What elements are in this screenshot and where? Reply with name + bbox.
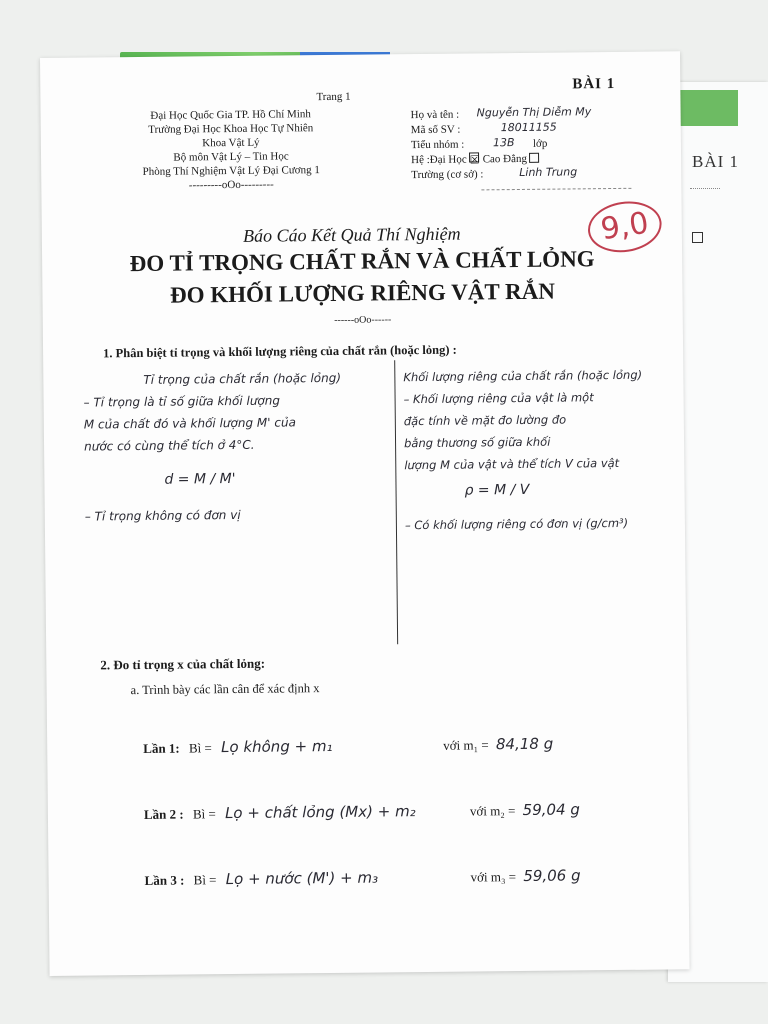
university-line: Khoa Vật Lý [202, 136, 260, 150]
university-line: Đại Học Quốc Gia TP. Hồ Chí Minh [150, 108, 311, 122]
handwritten-line: M của chất đó và khối lượng M' của [83, 415, 296, 432]
background-sheet-lesson: BÀI 1 [692, 152, 740, 171]
name-label: Họ và tên : [410, 108, 460, 122]
university-ornament: ---------oOo--------- [188, 178, 274, 192]
mass-value: 59,04 g [522, 800, 580, 819]
tare-label: Bì = [188, 740, 212, 756]
section-2a-heading: a. Trình bày các lần cân để xác định x [130, 681, 320, 698]
mass-value: 84,18 g [495, 734, 554, 754]
mass-value: 59,06 g [523, 866, 581, 885]
college-label: Cao Đẳng [482, 152, 528, 166]
handwritten-line: – Khối lượng riêng của vật là một [403, 390, 594, 407]
handwritten-line: – Tỉ trọng là tỉ số giữa khối lượng [83, 393, 281, 410]
weighing-content: Lọ + chất lỏng (Mx) + m₂ [224, 802, 416, 823]
weighing-label: Lần 1: [143, 740, 180, 756]
section-2-heading: 2. Đo tỉ trọng x của chất lỏng: [100, 655, 266, 673]
background-checkbox [692, 232, 703, 243]
school-label: Trường (cơ sở) : [411, 168, 484, 182]
page-number: Trang 1 [316, 90, 351, 104]
info-divider [481, 188, 631, 191]
handwritten-line: – Tỉ trọng không có đơn vị [84, 507, 241, 524]
weighing-3 [145, 869, 379, 889]
handwritten-line: Tỉ trọng của chất rắn (hoặc lỏng) [143, 370, 342, 387]
university-line: Bộ môn Vật Lý – Tin Học [173, 150, 289, 164]
college-checkbox [529, 153, 539, 163]
tare-label: Bì = [192, 806, 216, 822]
formula-d: d = M / M' [164, 470, 236, 488]
lesson-label: BÀI 1 [572, 75, 616, 93]
student-id-value: 18011155 [500, 120, 557, 135]
university-checkbox: ☒ [469, 154, 480, 167]
system-label: Hệ :Đại Học [411, 153, 467, 167]
handwritten-line: bằng thương số giữa khối [403, 434, 551, 451]
mass-label: với m₂ = [469, 803, 516, 819]
handwritten-line: đặc tính về mặt đo lường đo [403, 412, 567, 429]
title-ornament: ------oOo------ [334, 314, 392, 326]
group-value: 13B [492, 136, 515, 150]
weighing-2 [144, 802, 416, 823]
student-id-label: Mã số SV : [410, 123, 461, 137]
formula-rho: ρ = M / V [464, 481, 530, 499]
mass-label: với m₃ = [470, 869, 517, 885]
tare-label: Bì = [193, 872, 217, 888]
school-value: Linh Trung [519, 165, 578, 179]
mass-label: với m₁ = [443, 737, 489, 753]
university-line: Phòng Thí Nghiệm Vật Lý Đại Cương 1 [142, 164, 320, 178]
handwritten-line: – Có khối lượng riêng có đơn vị (g/cm³) [404, 515, 629, 533]
report-subtitle: Báo Cáo Kết Quả Thí Nghiệm [243, 223, 461, 246]
weighing-1-result [443, 735, 553, 754]
weighing-3-result [471, 866, 581, 885]
group-label: Tiểu nhóm : [410, 138, 465, 152]
class-label: lớp [532, 137, 548, 150]
weighing-label: Lần 3 : [144, 872, 185, 888]
report-page [40, 51, 690, 976]
section-1-heading: 1. Phân biệt tỉ trọng và khối lượng riêng của chất rắn (hoặc lỏng) : [103, 342, 457, 361]
weighing-2-result [470, 800, 580, 819]
title-line-2: ĐO KHỐI LƯỢNG RIÊNG VẬT RẮN [169, 278, 556, 308]
name-value: Nguyễn Thị Diễm My [476, 105, 592, 120]
handwritten-line: lượng M của vật và thể tích V của vật [404, 455, 620, 473]
weighing-content: Lọ + nước (M') + m₃ [225, 868, 379, 889]
score-mark: 9,0 [584, 197, 665, 258]
handwritten-line: Khối lượng riêng của chất rắn (hoặc lỏng) [403, 367, 643, 385]
handwritten-line: nước có cùng thể tích ở 4°C. [83, 437, 255, 454]
background-dots [690, 188, 720, 189]
column-divider [394, 360, 398, 644]
title-line-1: ĐO TỈ TRỌNG CHẤT RẮN VÀ CHẤT LỎNG [129, 246, 595, 277]
student-info [410, 105, 592, 183]
university-line: Trường Đại Học Khoa Học Tự Nhiên [148, 122, 314, 136]
density-ratio-column [83, 366, 390, 527]
university-block [101, 107, 362, 194]
weighing-content: Lọ không + m₁ [220, 736, 333, 757]
weighing-1 [143, 737, 332, 757]
weighing-label: Lần 2 : [143, 806, 184, 822]
density-column [403, 363, 683, 536]
